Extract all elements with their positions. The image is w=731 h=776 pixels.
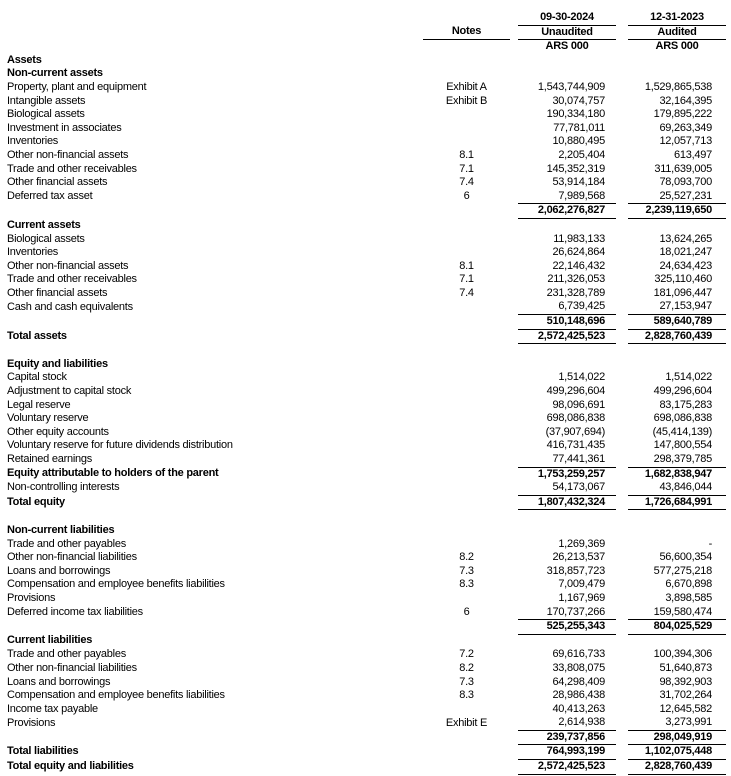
row-note (423, 233, 510, 247)
total-row (7, 467, 726, 481)
row-note: 7.4 (459, 286, 474, 299)
value-09-30-2024: 764,993,199 (518, 745, 616, 760)
value-09-30-2024: 2,572,425,523 (518, 329, 616, 344)
row-note (423, 329, 510, 344)
value-12-31-2023: 2,828,760,439 (628, 760, 726, 775)
line-item-row (7, 385, 726, 399)
section-heading-row (7, 54, 726, 68)
value-09-30-2024 (518, 358, 616, 372)
line-item-row (7, 246, 726, 260)
value-09-30-2024: 10,880,495 (552, 135, 605, 148)
value-12-31-2023: 3,898,585 (665, 591, 712, 604)
value-09-30-2024: 231,328,789 (546, 286, 605, 299)
value-09-30-2024: 1,543,744,909 (537, 80, 605, 93)
row-note (423, 399, 510, 413)
col2-unit: ARS 000 (655, 40, 699, 53)
row-label: Assets (7, 53, 42, 66)
value-12-31-2023 (628, 67, 726, 81)
value-09-30-2024: 239,737,856 (518, 730, 616, 745)
row-note (423, 745, 510, 760)
value-12-31-2023: 589,640,789 (628, 315, 726, 330)
row-label: Inventories (7, 135, 59, 148)
col1-unit: ARS 000 (545, 40, 589, 53)
value-12-31-2023: 24,634,423 (659, 259, 712, 272)
row-note (423, 760, 510, 775)
value-09-30-2024: 1,807,432,324 (518, 495, 616, 510)
line-item-row (7, 95, 726, 109)
row-label: Non-current liabilities (7, 523, 115, 536)
row-note (423, 54, 510, 68)
row-label: Total equity and liabilities (7, 760, 134, 773)
line-item-row (7, 190, 726, 204)
total-row (7, 204, 726, 219)
spacer-row (7, 510, 726, 524)
value-12-31-2023: 698,086,838 (653, 412, 712, 425)
total-row (7, 329, 726, 344)
value-12-31-2023: 18,021,247 (659, 246, 712, 259)
line-item-row (7, 426, 726, 440)
total-row (7, 620, 726, 635)
row-label: Non-controlling interests (7, 481, 120, 494)
line-item-row (7, 551, 726, 565)
total-row (7, 745, 726, 760)
row-note: 8.1 (459, 259, 474, 272)
line-item-row (7, 149, 726, 163)
row-label: Other non-financial assets (7, 148, 129, 161)
value-09-30-2024: 318,857,723 (546, 564, 605, 577)
total-row (7, 760, 726, 775)
line-item-row (7, 703, 726, 717)
value-12-31-2023: 2,239,119,650 (628, 204, 726, 219)
line-item-row (7, 538, 726, 552)
line-item-row (7, 81, 726, 95)
row-note: 7.1 (459, 273, 474, 286)
line-item-row (7, 371, 726, 385)
row-label: Other non-financial assets (7, 259, 129, 272)
section-heading-row (7, 634, 726, 648)
row-note (423, 204, 510, 219)
line-item-row (7, 287, 726, 301)
row-label (7, 620, 423, 635)
row-label: Loans and borrowings (7, 564, 111, 577)
value-09-30-2024: 53,914,184 (552, 176, 605, 189)
row-note (423, 634, 510, 648)
value-12-31-2023: 1,514,022 (665, 371, 712, 384)
value-12-31-2023 (628, 54, 726, 68)
value-12-31-2023: 83,175,283 (659, 398, 712, 411)
value-09-30-2024: 98,096,691 (552, 398, 605, 411)
row-label: Trade and other receivables (7, 162, 137, 175)
value-09-30-2024: (37,907,694) (545, 425, 605, 438)
value-09-30-2024: 510,148,696 (518, 315, 616, 330)
row-note (423, 439, 510, 453)
value-09-30-2024: 26,213,537 (552, 551, 605, 564)
row-label: Voluntary reserve for future dividends distribution (7, 439, 233, 452)
line-item-row (7, 412, 726, 426)
value-09-30-2024 (518, 344, 616, 358)
value-12-31-2023: 31,702,264 (659, 689, 712, 702)
value-09-30-2024: 11,983,133 (553, 232, 605, 245)
line-item-row (7, 592, 726, 606)
row-note (423, 412, 510, 426)
value-09-30-2024: 28,986,438 (552, 689, 605, 702)
row-note (423, 426, 510, 440)
line-item-row (7, 122, 726, 136)
value-12-31-2023: 1,726,684,991 (628, 495, 726, 510)
row-note (423, 344, 510, 358)
value-09-30-2024: 525,255,343 (518, 620, 616, 635)
total-row (7, 315, 726, 330)
row-label: Legal reserve (7, 398, 71, 411)
row-label: Compensation and employee benefits liabilities (7, 578, 225, 591)
value-09-30-2024: 211,326,053 (547, 273, 605, 286)
value-12-31-2023: 100,394,306 (653, 648, 712, 661)
value-09-30-2024: 77,781,011 (553, 121, 605, 134)
row-note: 8.2 (459, 551, 474, 564)
value-12-31-2023 (628, 358, 726, 372)
value-09-30-2024: 1,514,022 (558, 371, 605, 384)
row-note (423, 524, 510, 538)
row-note (423, 371, 510, 385)
line-item-row (7, 399, 726, 413)
section-heading-row (7, 218, 726, 232)
row-label: Biological assets (7, 232, 85, 245)
row-note (423, 108, 510, 122)
value-12-31-2023: 43,846,044 (659, 481, 712, 494)
row-label: Other non-financial liabilities (7, 661, 137, 674)
line-item-row (7, 565, 726, 579)
row-label: Provisions (7, 716, 56, 729)
line-item-row (7, 233, 726, 247)
value-12-31-2023 (628, 510, 726, 524)
value-09-30-2024: 77,441,361 (552, 453, 605, 465)
value-09-30-2024: 2,614,938 (558, 716, 605, 729)
value-09-30-2024: 416,731,435 (546, 439, 605, 452)
row-note (423, 135, 510, 149)
notes-header: Notes (423, 25, 510, 40)
row-note (423, 300, 510, 314)
value-09-30-2024: 2,205,404 (558, 148, 605, 161)
line-item-row (7, 108, 726, 122)
line-item-row (7, 689, 726, 703)
row-label (7, 510, 423, 524)
row-label: Loans and borrowings (7, 675, 111, 688)
value-12-31-2023: 12,057,713 (659, 135, 712, 148)
row-label: Other equity accounts (7, 425, 109, 438)
row-note: 7.1 (459, 162, 474, 175)
row-label: Property, plant and equipment (7, 80, 147, 93)
value-12-31-2023: 298,379,785 (653, 453, 712, 465)
value-12-31-2023: 1,102,075,448 (628, 745, 726, 760)
value-12-31-2023: 499,296,604 (653, 385, 712, 398)
line-item-row (7, 481, 726, 495)
value-12-31-2023: 159,580,474 (653, 605, 712, 618)
value-09-30-2024: 1,753,259,257 (518, 467, 616, 481)
row-note: 8.1 (459, 148, 474, 161)
value-12-31-2023: 6,670,898 (665, 578, 712, 591)
value-12-31-2023: 577,275,218 (653, 564, 712, 577)
row-note (423, 218, 510, 232)
total-row (7, 495, 726, 510)
row-label: Income tax payable (7, 702, 98, 715)
row-label: Current liabilities (7, 634, 93, 647)
row-note: 8.3 (459, 689, 474, 702)
value-09-30-2024: 6,739,425 (558, 300, 605, 313)
line-item-row (7, 648, 726, 662)
row-label: Total equity (7, 495, 65, 508)
col2-status: Audited (628, 25, 726, 40)
row-label: Trade and other payables (7, 537, 126, 550)
line-item-row (7, 716, 726, 730)
row-label: Trade and other receivables (7, 273, 137, 286)
value-09-30-2024 (518, 67, 616, 81)
row-label: Current assets (7, 218, 81, 231)
value-12-31-2023: 56,600,354 (659, 551, 712, 564)
row-label: Other financial assets (7, 286, 108, 299)
row-label: Cash and cash equivalents (7, 300, 133, 313)
value-09-30-2024: 1,269,369 (558, 537, 605, 550)
row-note: Exhibit A (446, 80, 487, 93)
value-12-31-2023: 2,828,760,439 (628, 329, 726, 344)
value-12-31-2023: 12,645,582 (659, 702, 712, 715)
line-item-row (7, 273, 726, 287)
value-09-30-2024 (518, 54, 616, 68)
value-12-31-2023 (628, 634, 726, 648)
line-item-row (7, 606, 726, 620)
row-note (423, 67, 510, 81)
value-09-30-2024: 7,989,568 (558, 189, 605, 202)
value-12-31-2023 (628, 218, 726, 232)
value-09-30-2024: 40,413,263 (552, 702, 605, 715)
value-09-30-2024: 7,009,479 (558, 578, 605, 591)
header-row-status (7, 25, 726, 40)
row-note: 7.2 (459, 648, 474, 661)
row-note: 8.2 (459, 661, 474, 674)
row-note: 8.3 (459, 578, 474, 591)
row-label: Voluntary reserve (7, 412, 89, 425)
spacer-row (7, 344, 726, 358)
row-note (423, 453, 510, 467)
value-09-30-2024: 30,074,757 (552, 94, 605, 107)
value-12-31-2023: 298,049,919 (628, 730, 726, 745)
value-09-30-2024: 64,298,409 (552, 675, 605, 688)
line-item-row (7, 300, 726, 314)
value-12-31-2023: 325,110,460 (654, 273, 712, 286)
row-label: Total liabilities (7, 745, 79, 758)
row-label (7, 730, 423, 745)
section-heading-row (7, 358, 726, 372)
row-label (7, 315, 423, 330)
value-12-31-2023: 69,263,349 (659, 121, 712, 134)
row-label: Compensation and employee benefits liabilities (7, 689, 225, 702)
row-note (423, 495, 510, 510)
row-note (423, 620, 510, 635)
line-item-row (7, 439, 726, 453)
row-label: Equity attributable to holders of the parent (7, 467, 219, 480)
value-12-31-2023: 51,640,873 (659, 661, 712, 674)
value-09-30-2024: 54,173,067 (552, 481, 605, 494)
row-label: Total assets (7, 329, 67, 342)
line-item-row (7, 453, 726, 467)
line-item-row (7, 260, 726, 274)
row-label: Inventories (7, 246, 59, 259)
value-12-31-2023: 181,096,447 (653, 286, 712, 299)
row-label (7, 344, 423, 358)
line-item-row (7, 163, 726, 177)
row-note: Exhibit B (445, 94, 488, 107)
row-label: Intangible assets (7, 94, 86, 107)
value-09-30-2024 (518, 218, 616, 232)
line-item-row (7, 662, 726, 676)
col1-status: Unaudited (518, 25, 616, 40)
section-heading-row (7, 67, 726, 81)
value-12-31-2023: 613,497 (673, 148, 712, 161)
value-09-30-2024: 2,572,425,523 (518, 760, 616, 775)
row-label: Trade and other payables (7, 648, 126, 661)
row-label: Investment in associates (7, 121, 122, 134)
row-note (423, 246, 510, 260)
row-label: Provisions (7, 591, 56, 604)
value-12-31-2023: 1,529,865,538 (644, 80, 712, 93)
row-label: Deferred tax asset (7, 189, 93, 202)
value-09-30-2024: 499,296,604 (546, 385, 605, 398)
value-09-30-2024: 145,352,319 (546, 162, 605, 175)
value-09-30-2024 (518, 524, 616, 538)
value-09-30-2024 (518, 510, 616, 524)
row-label: Equity and liabilities (7, 357, 108, 370)
row-note (423, 703, 510, 717)
row-note (423, 385, 510, 399)
row-note (423, 730, 510, 745)
value-12-31-2023: 13,624,265 (659, 232, 712, 245)
row-label: Non-current assets (7, 67, 103, 80)
value-09-30-2024: 698,086,838 (546, 412, 605, 425)
value-12-31-2023: 3,273,991 (665, 716, 712, 729)
value-12-31-2023 (628, 344, 726, 358)
total-row (7, 730, 726, 745)
value-12-31-2023: - (708, 537, 712, 550)
col1-date: 09-30-2024 (518, 11, 616, 25)
row-note: 7.3 (459, 564, 474, 577)
value-09-30-2024: 2,062,276,827 (518, 204, 616, 219)
line-item-row (7, 578, 726, 592)
col2-date: 12-31-2023 (628, 11, 726, 25)
line-item-row (7, 176, 726, 190)
value-12-31-2023: 98,392,903 (659, 675, 712, 688)
header-row-unit (7, 40, 726, 54)
value-12-31-2023: 78,093,700 (659, 176, 712, 189)
statement-rows (7, 54, 726, 774)
row-label: Other non-financial liabilities (7, 551, 137, 564)
value-09-30-2024 (518, 634, 616, 648)
line-item-row (7, 135, 726, 149)
value-09-30-2024: 26,624,864 (552, 246, 605, 259)
row-label: Deferred income tax liabilities (7, 605, 143, 618)
header-row-date (7, 11, 726, 25)
row-note (423, 358, 510, 372)
value-09-30-2024: 33,808,075 (552, 661, 605, 674)
balance-sheet-table (7, 11, 726, 775)
value-12-31-2023 (628, 524, 726, 538)
value-12-31-2023: 1,682,838,947 (628, 467, 726, 481)
row-note: Exhibit E (445, 716, 488, 729)
row-note: 7.3 (459, 675, 474, 688)
row-note (423, 538, 510, 552)
value-09-30-2024: 170,737,266 (546, 605, 605, 618)
value-09-30-2024: 190,334,180 (546, 108, 605, 121)
value-09-30-2024: 1,167,969 (558, 591, 605, 604)
value-12-31-2023: (45,414,139) (652, 425, 712, 438)
row-note (423, 481, 510, 495)
row-note (423, 467, 510, 481)
row-label (7, 204, 423, 219)
row-note (423, 122, 510, 136)
row-label: Adjustment to capital stock (7, 385, 132, 398)
row-note: 7.4 (459, 176, 474, 189)
value-12-31-2023: 27,153,947 (659, 300, 712, 313)
value-09-30-2024: 22,146,432 (552, 259, 605, 272)
value-12-31-2023: 25,527,231 (659, 189, 712, 202)
value-12-31-2023: 32,164,395 (659, 94, 712, 107)
value-12-31-2023: 804,025,529 (628, 620, 726, 635)
row-label: Retained earnings (7, 453, 93, 466)
row-label: Biological assets (7, 108, 85, 121)
value-12-31-2023: 311,639,005 (654, 162, 712, 175)
row-note (423, 510, 510, 524)
value-12-31-2023: 147,800,554 (653, 439, 712, 452)
row-label: Capital stock (7, 371, 67, 384)
row-note: 6 (463, 189, 470, 202)
value-12-31-2023: 179,895,222 (653, 108, 712, 121)
row-label: Other financial assets (7, 176, 108, 189)
row-note: 6 (463, 605, 470, 618)
row-note (423, 592, 510, 606)
line-item-row (7, 676, 726, 690)
value-09-30-2024: 69,616,733 (552, 648, 605, 661)
section-heading-row (7, 524, 726, 538)
row-note (423, 315, 510, 330)
